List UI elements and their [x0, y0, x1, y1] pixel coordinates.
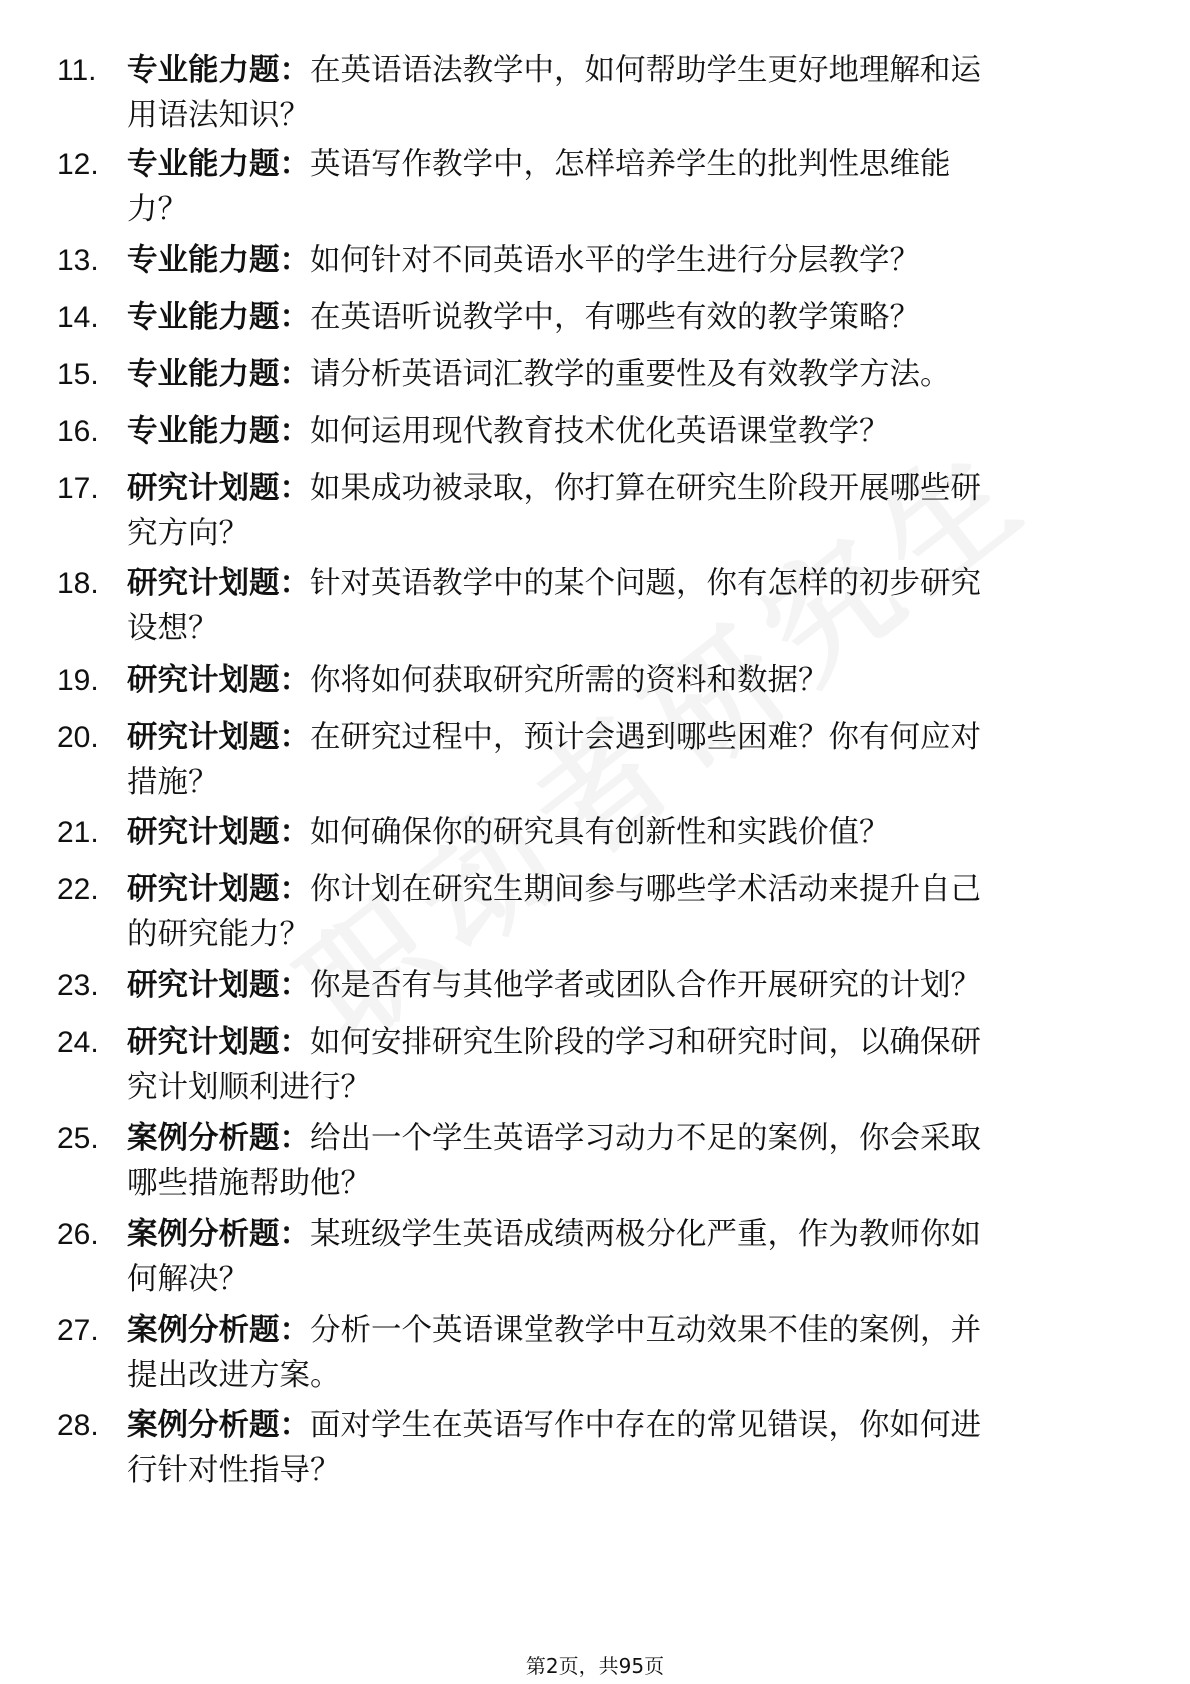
question-text-continued: 哪些措施帮助他？	[127, 1166, 371, 1201]
question-category: 研究计划题：	[127, 872, 310, 907]
question-category: 研究计划题：	[127, 720, 310, 755]
question-category: 专业能力题：	[127, 300, 310, 335]
question-number: 21.	[57, 816, 99, 849]
question-text-continued: 行针对性指导？	[127, 1453, 341, 1488]
question-body	[127, 561, 1127, 651]
question-category: 研究计划题：	[127, 663, 310, 698]
question-category: 案例分析题：	[127, 1408, 310, 1443]
question-text: 如何运用现代教育技术优化英语课堂教学？	[310, 414, 890, 449]
question-text: 分析一个英语课堂教学中互动效果不佳的案例，并	[310, 1313, 981, 1348]
question-text: 给出一个学生英语学习动力不足的案例，你会采取	[310, 1121, 981, 1156]
question-body	[127, 1403, 1127, 1493]
question-category: 研究计划题：	[127, 1025, 310, 1060]
question-body	[127, 810, 1127, 855]
question-category: 研究计划题：	[127, 815, 310, 850]
question-number: 22.	[57, 873, 99, 906]
question-number: 18.	[57, 567, 99, 600]
question-body	[127, 1308, 1127, 1398]
question-number: 16.	[57, 415, 99, 448]
question-category: 案例分析题：	[127, 1121, 310, 1156]
question-text-continued: 设想？	[127, 611, 219, 646]
question-category: 专业能力题：	[127, 243, 310, 278]
question-text-continued: 何解决？	[127, 1262, 249, 1297]
question-text: 英语写作教学中，怎样培养学生的批判性思维能	[310, 147, 951, 182]
question-body	[127, 295, 1127, 340]
question-body	[127, 658, 1127, 703]
question-body	[127, 1020, 1127, 1110]
question-text: 如何确保你的研究具有创新性和实践价值？	[310, 815, 890, 850]
question-number: 19.	[57, 664, 99, 697]
question-text: 请分析英语词汇教学的重要性及有效教学方法。	[310, 357, 951, 392]
question-category: 专业能力题：	[127, 53, 310, 88]
question-text: 在英语听说教学中，有哪些有效的教学策略？	[310, 300, 920, 335]
question-text: 面对学生在英语写作中存在的常见错误，你如何进	[310, 1408, 981, 1443]
question-text-continued: 究方向？	[127, 516, 249, 551]
question-body	[127, 238, 1127, 283]
question-number: 25.	[57, 1122, 99, 1155]
question-number: 27.	[57, 1314, 99, 1347]
question-text: 如何针对不同英语水平的学生进行分层教学？	[310, 243, 920, 278]
question-text-continued: 提出改进方案。	[127, 1358, 341, 1393]
question-text-continued: 措施？	[127, 765, 219, 800]
question-body	[127, 1212, 1127, 1302]
question-category: 专业能力题：	[127, 414, 310, 449]
question-body	[127, 867, 1127, 957]
question-body	[127, 963, 1127, 1008]
question-number: 17.	[57, 472, 99, 505]
question-number: 11.	[57, 54, 97, 87]
question-text-continued: 用语法知识？	[127, 98, 310, 133]
question-body	[127, 466, 1127, 556]
question-number: 24.	[57, 1026, 99, 1059]
question-text: 你计划在研究生期间参与哪些学术活动来提升自己	[310, 872, 981, 907]
question-number: 14.	[57, 301, 99, 334]
page-footer: 第2页，共95页	[525, 1654, 665, 1678]
question-number: 13.	[57, 244, 99, 277]
question-body	[127, 409, 1127, 454]
question-text-continued: 力？	[127, 192, 188, 227]
question-number: 26.	[57, 1218, 99, 1251]
question-number: 15.	[57, 358, 99, 391]
question-text: 某班级学生英语成绩两极分化严重，作为教师你如	[310, 1217, 981, 1252]
question-category: 专业能力题：	[127, 357, 310, 392]
question-text: 在英语语法教学中，如何帮助学生更好地理解和运	[310, 53, 981, 88]
question-category: 案例分析题：	[127, 1217, 310, 1252]
question-category: 专业能力题：	[127, 147, 310, 182]
question-body	[127, 142, 1127, 232]
question-category: 案例分析题：	[127, 1313, 310, 1348]
question-body	[127, 352, 1127, 397]
question-body	[127, 48, 1127, 138]
question-text: 你是否有与其他学者或团队合作开展研究的计划？	[310, 968, 981, 1003]
question-number: 23.	[57, 969, 99, 1002]
question-text: 针对英语教学中的某个问题，你有怎样的初步研究	[310, 566, 981, 601]
question-text-continued: 的研究能力？	[127, 917, 310, 952]
question-body	[127, 715, 1127, 805]
question-text: 如果成功被录取，你打算在研究生阶段开展哪些研	[310, 471, 981, 506]
question-number: 28.	[57, 1409, 99, 1442]
question-category: 研究计划题：	[127, 471, 310, 506]
question-text-continued: 究计划顺利进行？	[127, 1070, 371, 1105]
question-text: 你将如何获取研究所需的资料和数据？	[310, 663, 829, 698]
question-body	[127, 1116, 1127, 1206]
question-text: 在研究过程中，预计会遇到哪些困难？你有何应对	[310, 720, 981, 755]
question-text: 如何安排研究生阶段的学习和研究时间，以确保研	[310, 1025, 981, 1060]
question-category: 研究计划题：	[127, 566, 310, 601]
question-category: 研究计划题：	[127, 968, 310, 1003]
question-number: 12.	[57, 148, 99, 181]
question-number: 20.	[57, 721, 99, 754]
